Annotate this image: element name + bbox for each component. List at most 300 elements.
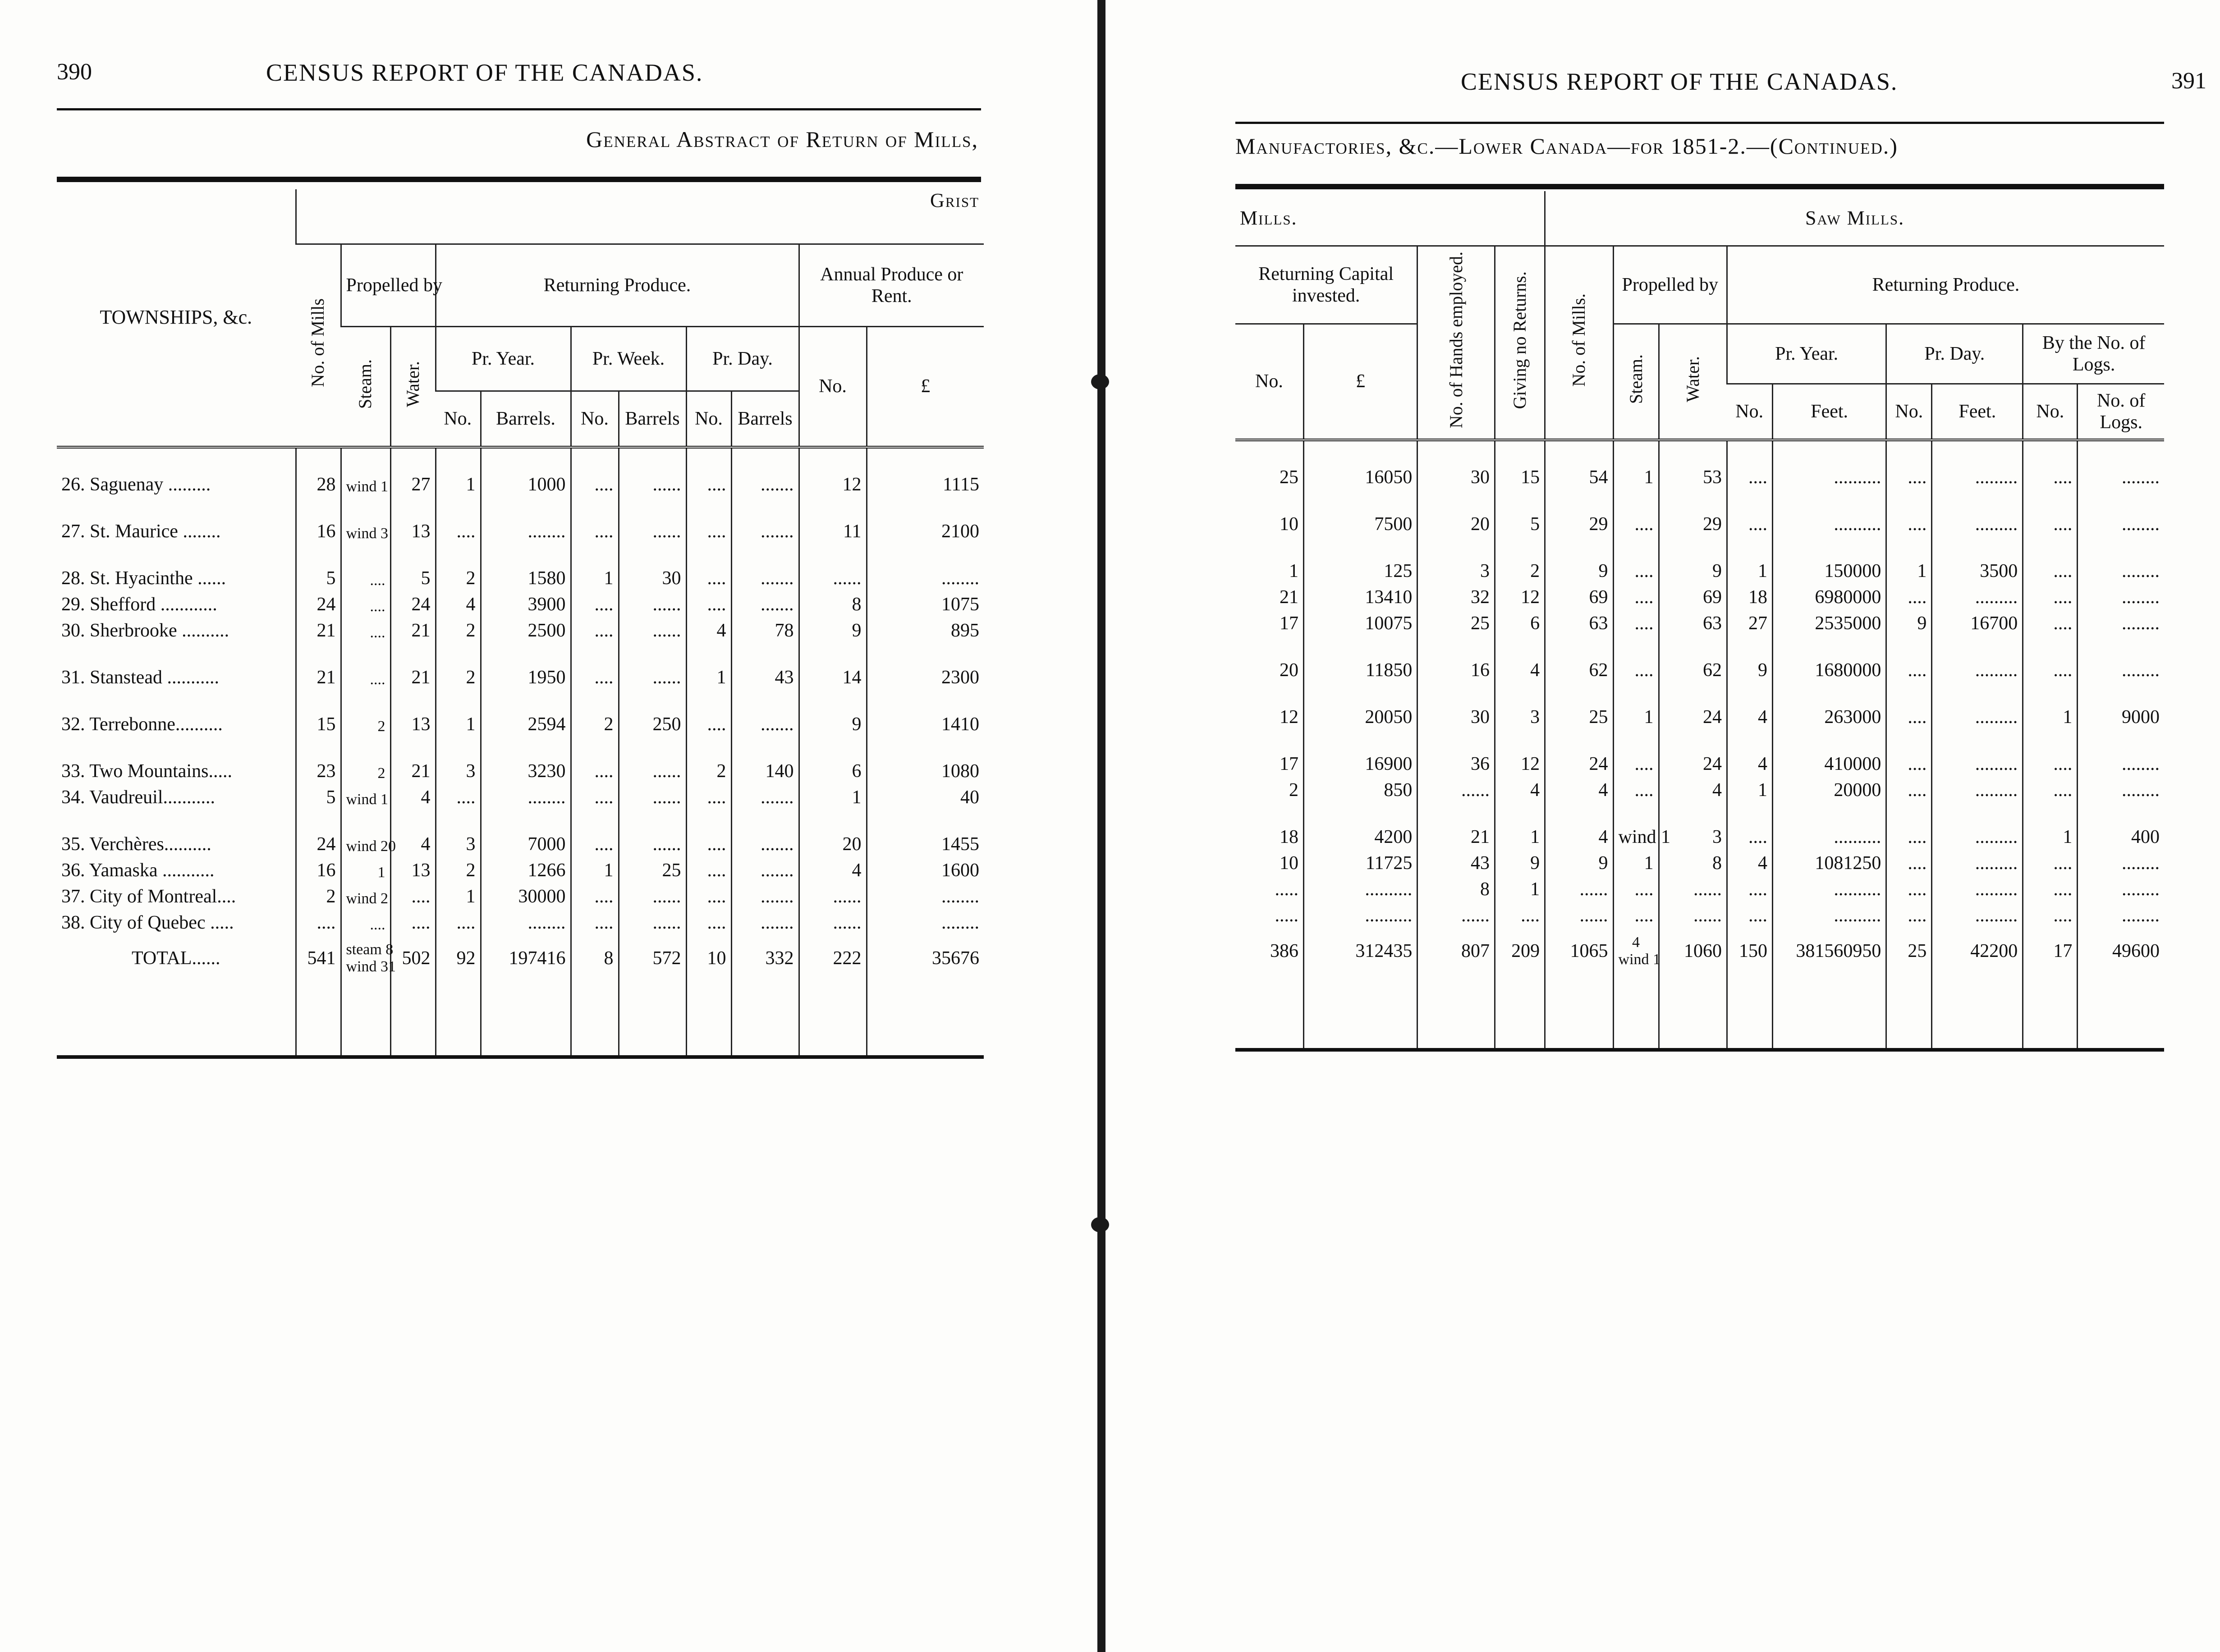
table-cell: 400 [2078,822,2164,848]
table-row [1235,848,2164,874]
table-cell: 1 [1727,775,1772,801]
day-no-header: No. [686,391,731,448]
saw-water-header: Water. [1659,324,1727,440]
table-cell: 16 [296,516,341,542]
table-cell: 4 [390,829,436,855]
mills-group-header: Mills. [1235,191,1545,246]
steam-header: Steam. [341,327,390,448]
table-cell: 18 [1727,582,1772,608]
table-cell: 3500 [1932,556,2023,582]
table-cell: .... [686,907,731,934]
giving-no-returns-header: Giving no Returns. [1495,246,1545,440]
table-cell: ........ [2078,874,2164,900]
table-cell: 21 [390,662,436,688]
head-rule [57,108,981,110]
total-subvalue: 4 [1632,934,1640,951]
table-cell: 1 [436,881,481,907]
table-cell: 17 [1279,613,1298,634]
table-cell: 20 [1417,509,1495,535]
table-cell: .... [1886,874,1932,900]
table-cell: .... [686,829,731,855]
table-cell: .... [686,855,731,881]
table-cell: 2 [1289,780,1298,801]
table-cell: 1 [1727,556,1772,582]
table-cell: ........ [867,563,984,589]
logs-no-header: No. [2023,384,2078,440]
table-cell: 10 [1279,853,1298,874]
table-cell: 23 [296,756,341,782]
table-cell: .... [571,469,619,495]
table-cell: ........ [2078,775,2164,801]
total-cell: 502 [390,934,436,983]
table-cell: .... [571,516,619,542]
table-cell: ......... [1932,749,2023,775]
table-cell: .... [1495,900,1545,926]
returning-produce-header: Returning Produce. [436,244,799,327]
table-cell: ......... [1932,874,2023,900]
table-cell: 9 [1545,848,1613,874]
table-cell: .... [1727,509,1772,535]
table-cell: ...... [1659,900,1727,926]
table-cell: 4 [686,615,731,641]
table-cell: ......... [1932,848,2023,874]
total-cell: 92 [436,934,481,983]
table-cell: 16 [296,855,341,881]
table-row [1235,509,2164,535]
table-row [1235,556,2164,582]
table-cell: .... [571,881,619,907]
table-cell: 3 [1495,702,1545,728]
table-cell: ....... [731,782,799,808]
table-cell: ...... [1545,874,1613,900]
table-row [57,516,984,542]
table-cell: .......... [1772,462,1886,488]
table-cell: 1 [686,662,731,688]
table-cell: 16050 [1303,462,1417,488]
table-cell: 34. Vaudreuil........... [61,787,216,808]
saw-returning-produce-header: Returning Produce. [1727,246,2164,324]
table-cell: ....... [731,469,799,495]
table-cell: .... [1886,655,1932,681]
table-cell: .... [571,907,619,934]
table-cell: 40 [867,782,984,808]
total-cell: 1065 [1545,926,1613,976]
table-cell: 27 [1727,608,1772,634]
table-cell: ......... [1932,462,2023,488]
table-cell: 2300 [867,662,984,688]
table-cell: .... [1886,822,1932,848]
table-cell: 1 [1613,848,1659,874]
table-cell: 9 [1495,848,1545,874]
table-row [1235,655,2164,681]
table-cell: .......... [1772,509,1886,535]
total-subvalue: steam 8 [346,941,394,958]
table-cell: 29. Shefford ............ [61,594,217,615]
table-cell: 895 [867,615,984,641]
table-cell: 4 [1727,749,1772,775]
total-cell: 807 [1417,926,1495,976]
total-cell [341,934,396,983]
table-cell: wind 1 [1613,822,1659,848]
table-cell: ........ [2078,749,2164,775]
table-cell: .... [571,589,619,615]
table-cell: 14 [799,662,867,688]
table-cell: ....... [731,829,799,855]
table-cell: .... [1613,874,1659,900]
table-cell: .... [1613,749,1659,775]
table-cell: 38. City of Quebec ..... [61,912,234,933]
running-head-left: CENSUS REPORT OF THE CANADAS. [266,59,703,86]
table-cell: 29 [1659,509,1727,535]
table-cell: .... [341,615,390,641]
table-cell: ..... [1275,879,1298,900]
table-cell: 37. City of Montreal.... [61,886,236,907]
table-cell: 21 [296,662,341,688]
table-cell: wind 20 [341,829,390,855]
table-cell: .... [686,881,731,907]
table-cell: 125 [1303,556,1417,582]
table-cell: ......... [1932,582,2023,608]
table-cell: 1 [571,563,619,589]
table-cell: .... [341,563,390,589]
table-cell: 140 [731,756,799,782]
table-cell: 4 [1727,702,1772,728]
table-cell: 1080 [867,756,984,782]
table-cell: 24 [390,589,436,615]
table-cell: 24 [1545,749,1613,775]
table-cell: 1600 [867,855,984,881]
day-barrels-header: Barrels [731,391,799,448]
table-cell: 1 [436,469,481,495]
table-cell: 2 [341,709,390,735]
table-cell: .... [390,881,436,907]
total-cell: 332 [731,934,799,983]
table-cell: 1410 [867,709,984,735]
table-cell: 63 [1545,608,1613,634]
table-cell: 9000 [2078,702,2164,728]
table-cell: .... [2023,775,2078,801]
table-row [1235,702,2164,728]
table-cell: 3 [1417,556,1495,582]
table-cell: 1580 [481,563,571,589]
grist-group-header: Grist [296,189,984,244]
table-cell: .... [2023,874,2078,900]
table-cell: 2100 [867,516,984,542]
table-cell: .... [686,782,731,808]
table-cell: 2 [436,662,481,688]
table-cell: ...... [799,907,867,934]
table-cell: 31. Stanstead ........... [61,667,219,688]
table-cell: 150000 [1772,556,1886,582]
table-cell: ....... [731,589,799,615]
table-cell: 3230 [481,756,571,782]
saw-year-feet-header: Feet. [1772,384,1886,440]
table-cell: 1 [1495,874,1545,900]
table-cell: ...... [1659,874,1727,900]
table-cell: ........ [2078,608,2164,634]
table-cell: 1455 [867,829,984,855]
table-row [57,563,984,589]
annual-no-header: No. [799,327,867,448]
table-cell: .... [571,782,619,808]
table-row [1235,874,2164,900]
table-cell: .... [1886,749,1932,775]
table-cell: 12 [799,469,867,495]
page-number-left: 390 [57,59,92,85]
table-cell: .... [341,907,390,934]
table-cell: .... [571,615,619,641]
table-cell: 20000 [1772,775,1886,801]
table-cell: 6980000 [1772,582,1886,608]
table-cell: 6 [799,756,867,782]
table-cell: 5 [296,782,341,808]
table-cell: .... [686,563,731,589]
table-cell: ....... [731,709,799,735]
pound-header: £ [867,327,984,448]
table-cell: 36. Yamaska ........... [61,860,215,881]
no-of-mills-header: No. of Mills [296,244,341,448]
table-cell: 12 [1495,582,1545,608]
table-cell: .... [296,907,341,934]
table-cell: 25 [1279,467,1298,488]
running-head-right: CENSUS REPORT OF THE CANADAS. [1461,68,1898,95]
total-cell: 35676 [867,934,984,983]
total-cell: 209 [1495,926,1545,976]
table-cell: .... [1613,509,1659,535]
table-cell: 1 [1613,702,1659,728]
table-cell: 62 [1545,655,1613,681]
table-cell: 9 [1659,556,1727,582]
table-cell: ...... [1417,775,1495,801]
table-cell: ........ [481,907,571,934]
table-cell: 27 [390,469,436,495]
table-cell: ...... [619,516,686,542]
grist-mills-table [57,189,984,1059]
table-cell: 13410 [1303,582,1417,608]
subtitle-right: Manufactories, &c.—Lower Canada—for 1851-2.—(Continued.) [1235,133,1898,159]
table-cell: 1000 [481,469,571,495]
table-cell: 30000 [481,881,571,907]
table-cell: 69 [1659,582,1727,608]
hands-header: No. of Hands employed. [1417,246,1495,440]
table-cell: .... [686,709,731,735]
table-cell: ........ [2078,848,2164,874]
total-cell [1613,926,1659,976]
table-cell: .... [1727,900,1772,926]
table-cell: 9 [799,615,867,641]
table-cell: .... [571,662,619,688]
double-rule [1235,184,2164,189]
table-cell: ...... [799,881,867,907]
table-cell: 21 [390,756,436,782]
table-cell: 5 [296,563,341,589]
table-cell: 2594 [481,709,571,735]
table-cell: wind 1 [341,782,390,808]
total-cell: 17 [2023,926,2078,976]
table-cell: .... [2023,608,2078,634]
table-row [1235,582,2164,608]
table-cell: .... [1886,775,1932,801]
table-row [1235,822,2164,848]
table-cell: 263000 [1772,702,1886,728]
table-row [57,589,984,615]
table-row [57,615,984,641]
table-cell: ...... [619,907,686,934]
table-cell: 11850 [1303,655,1417,681]
table-cell: ...... [1417,900,1495,926]
table-cell: 13 [390,709,436,735]
table-cell: 2 [571,709,619,735]
table-cell: 25 [1545,702,1613,728]
table-cell: ........ [481,516,571,542]
total-cell: 197416 [481,934,571,983]
saw-day-feet-header: Feet. [1932,384,2023,440]
table-row [1235,775,2164,801]
table-cell: .... [1886,702,1932,728]
saw-mills-table [1235,191,2164,1052]
table-cell: 250 [619,709,686,735]
table-cell: .... [2023,900,2078,926]
table-cell: ........ [2078,556,2164,582]
table-cell: 54 [1545,462,1613,488]
table-cell: 15 [296,709,341,735]
table-cell: ........ [2078,655,2164,681]
table-cell: 1075 [867,589,984,615]
table-cell: 36 [1417,749,1495,775]
table-cell: 4 [1727,848,1772,874]
table-cell: 2 [296,881,341,907]
table-cell: .... [1727,822,1772,848]
table-cell: .... [1886,900,1932,926]
table-cell: .... [1613,775,1659,801]
table-row [57,756,984,782]
returning-capital-header: Returning Capital invested. [1235,246,1417,324]
table-cell: ...... [619,782,686,808]
table-cell: 4 [1495,655,1545,681]
table-cell: ...... [619,829,686,855]
table-cell: .... [2023,848,2078,874]
table-cell: 27. St. Maurice ........ [61,521,221,542]
table-cell: .... [341,662,390,688]
table-cell: ...... [799,563,867,589]
table-row [1235,608,2164,634]
table-cell: 10 [1279,514,1298,535]
table-row [1235,749,2164,775]
table-row [57,469,984,495]
table-cell: ..... [1275,905,1298,926]
table-cell: wind 1 [341,469,390,495]
table-cell: 7000 [481,829,571,855]
table-cell: .......... [1772,874,1886,900]
table-cell: .... [1727,874,1772,900]
table-cell: ....... [731,563,799,589]
table-cell: 2 [341,756,390,782]
table-cell: 4 [1659,775,1727,801]
table-cell: ....... [731,516,799,542]
table-cell: 1 [1289,561,1298,581]
table-cell: .... [1886,582,1932,608]
table-cell: 1680000 [1772,655,1886,681]
table-cell: .... [1613,582,1659,608]
table-cell: 3 [436,756,481,782]
table-cell: .... [436,782,481,808]
table-cell: 16900 [1303,749,1417,775]
table-cell: .... [1613,655,1659,681]
table-cell: .... [686,469,731,495]
total-row [57,934,984,983]
table-cell: 4 [1495,775,1545,801]
table-cell: 12 [1495,749,1545,775]
table-cell: 24 [296,589,341,615]
table-cell: ......... [1932,655,2023,681]
spine-knot [1091,1217,1109,1232]
table-cell: ...... [1545,900,1613,926]
saw-steam-header: Steam. [1613,324,1659,440]
table-cell: 25 [619,855,686,881]
table-row [57,855,984,881]
total-cell: 10 [686,934,731,983]
total-row [1235,926,2164,976]
table-cell: 7500 [1303,509,1417,535]
table-cell: 1 [341,855,390,881]
table-cell: ......... [1932,822,2023,848]
table-cell: 62 [1659,655,1727,681]
table-cell: ....... [731,855,799,881]
total-cell: 312435 [1303,926,1417,976]
table-cell: 21 [1279,587,1298,608]
table-cell: 1 [2023,702,2078,728]
table-cell: .... [1613,900,1659,926]
table-cell: 1 [1495,822,1545,848]
page-number-right: 391 [2171,68,2206,94]
table-cell: 63 [1659,608,1727,634]
table-cell: .......... [1303,900,1417,926]
table-cell: 3900 [481,589,571,615]
table-cell: 9 [1886,608,1932,634]
total-cell: 150 [1727,926,1772,976]
table-cell: 15 [1495,462,1545,488]
table-cell: .......... [1303,874,1417,900]
table-cell: 30. Sherbrooke .......... [61,620,229,641]
table-cell: .... [1886,509,1932,535]
table-cell: 2 [436,563,481,589]
table-cell: .... [571,829,619,855]
total-cell: TOTAL...... [131,948,220,969]
water-header: Water. [390,327,436,448]
table-cell: 20 [799,829,867,855]
table-cell: 9 [1545,556,1613,582]
pr-day-header: Pr. Day. [686,327,799,391]
table-row [57,829,984,855]
table-cell: 1 [2023,822,2078,848]
table-cell: ......... [1932,900,2023,926]
table-cell: ........ [2078,900,2164,926]
table-cell: 29 [1545,509,1613,535]
table-cell: 11 [799,516,867,542]
week-no-header: No. [571,391,619,448]
table-cell: 4 [799,855,867,881]
table-cell: 1 [571,855,619,881]
total-subvalue: wind 31 [346,958,396,975]
table-row [1235,462,2164,488]
table-cell: ........ [2078,582,2164,608]
table-cell: 8 [799,589,867,615]
table-cell: 4 [436,589,481,615]
table-cell: ...... [619,589,686,615]
table-cell: 20050 [1303,702,1417,728]
total-cell: 49600 [2078,926,2164,976]
table-cell: .... [2023,509,2078,535]
